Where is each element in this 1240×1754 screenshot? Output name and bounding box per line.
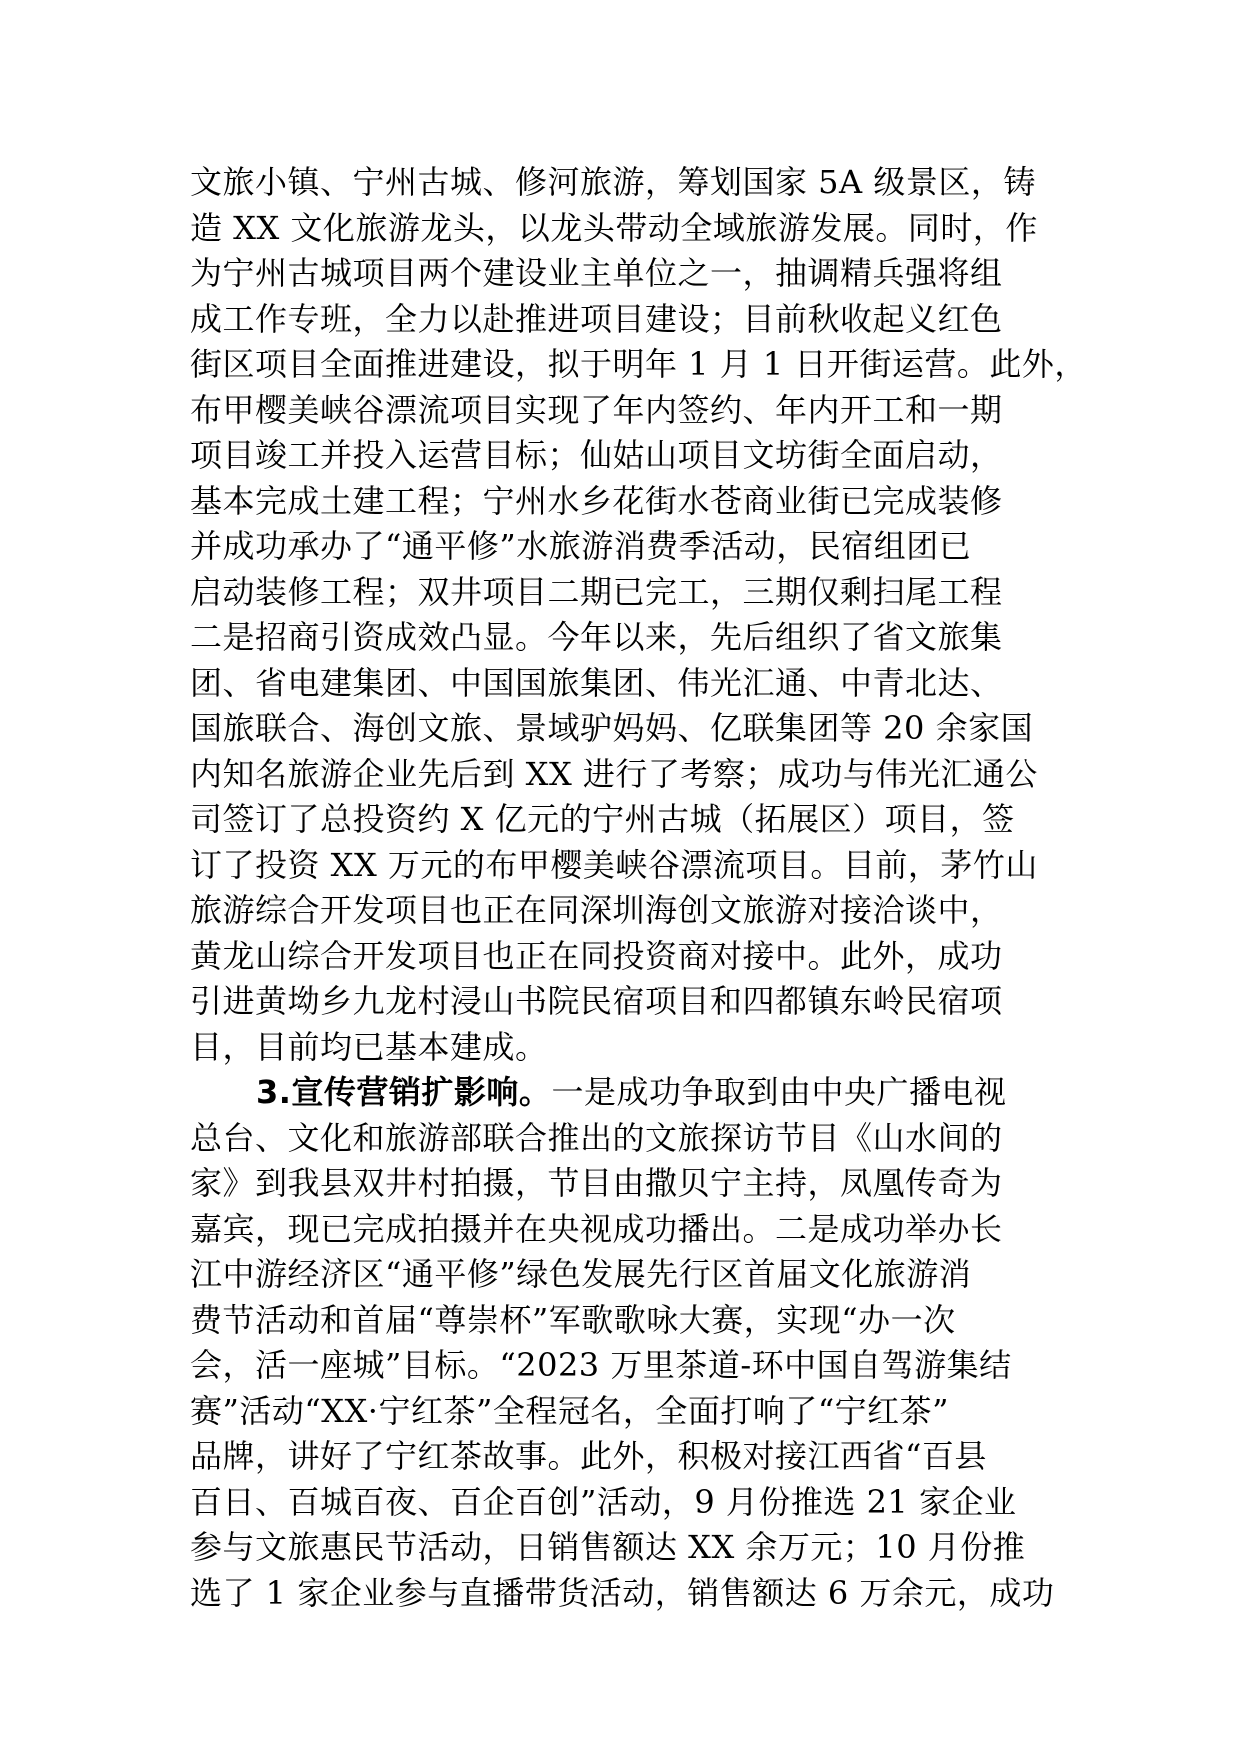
text-line: 项目竣工并投入运营目标；仙姑山项目文坊街全面启动， <box>190 436 1003 474</box>
text-line: 家》到我县双井村拍摄，节目由撒贝宁主持，凤凰传奇为 <box>190 1164 1003 1202</box>
text-line: 总台、文化和旅游部联合推出的文旅探访节目《山水间的 <box>190 1119 1003 1157</box>
section-3-first-line <box>256 1070 1006 1114</box>
text-line: 文旅小镇、宁州古城、修河旅游，筹划国家 5A 级景区，铸 <box>190 163 1036 201</box>
text-line: 费节活动和首届“尊崇杯”军歌歌咏大赛，实现“办一次 <box>190 1301 956 1339</box>
text-line: 引进黄坳乡九龙村浸山书院民宿项目和四都镇东岭民宿项 <box>190 982 1003 1020</box>
section-3-first-line-rest: 一是成功争取到由中央广播电视 <box>551 1073 1007 1111</box>
text-line: 品牌，讲好了宁红茶故事。此外，积极对接江西省“百县 <box>190 1437 987 1475</box>
text-line: 会，活一座城”目标。“2023 万里茶道-环中国自驾游集结 <box>190 1346 1012 1384</box>
text-line: 启动装修工程；双井项目二期已完工，三期仅剩扫尾工程 <box>190 573 1003 611</box>
text-line: 参与文旅惠民节活动，日销售额达 XX 余万元；10 月份推 <box>190 1528 1026 1566</box>
text-line: 选了 1 家企业参与直播带货活动，销售额达 6 万余元，成功 <box>190 1574 1055 1612</box>
text-line: 造 XX 文化旅游龙头，以龙头带动全域旅游发展。同时，作 <box>190 209 1038 247</box>
text-line: 黄龙山综合开发项目也正在同投资商对接中。此外，成功 <box>190 937 1003 975</box>
text-line: 百日、百城百夜、百企百创”活动，9 月份推选 21 家企业 <box>190 1483 1017 1521</box>
text-line: 二是招商引资成效凸显。今年以来，先后组织了省文旅集 <box>190 618 1003 656</box>
text-line: 成工作专班，全力以赴推进项目建设；目前秋收起义红色 <box>190 300 1003 338</box>
section-3-heading: 3.宣传营销扩影响。 <box>256 1073 552 1111</box>
text-line: 国旅联合、海创文旅、景域驴妈妈、亿联集团等 20 余家国 <box>190 709 1034 747</box>
text-line: 江中游经济区“通平修”绿色发展先行区首届文化旅游消 <box>190 1255 972 1293</box>
text-line: 团、省电建集团、中国国旅集团、伟光汇通、中青北达、 <box>190 664 1003 702</box>
text-line: 为宁州古城项目两个建设业主单位之一，抽调精兵强将组 <box>190 254 1003 292</box>
text-line: 订了投资 XX 万元的布甲樱美峡谷漂流项目。目前，茅竹山 <box>190 846 1038 884</box>
text-line: 街区项目全面推进建设，拟于明年 1 月 1 日开街运营。此外， <box>190 345 1087 383</box>
text-line: 嘉宾，现已完成拍摄并在央视成功播出。二是成功举办长 <box>190 1210 1003 1248</box>
text-line: 基本完成土建工程；宁州水乡花街水苍商业街已完成装修 <box>190 482 1003 520</box>
text-line: 旅游综合开发项目也正在同深圳海创文旅游对接洽谈中， <box>190 891 1003 929</box>
text-line: 并成功承办了“通平修”水旅游消费季活动，民宿组团已 <box>190 527 972 565</box>
text-line: 目，目前均已基本建成。 <box>190 1028 548 1066</box>
text-line: 司签订了总投资约 X 亿元的宁州古城（拓展区）项目，签 <box>190 800 1015 838</box>
text-line: 内知名旅游企业先后到 XX 进行了考察；成功与伟光汇通公 <box>190 755 1038 793</box>
text-line: 布甲樱美峡谷漂流项目实现了年内签约、年内开工和一期 <box>190 391 1003 429</box>
text-line: 赛”活动“XX·宁红茶”全程冠名，全面打响了“宁红茶” <box>190 1392 950 1430</box>
